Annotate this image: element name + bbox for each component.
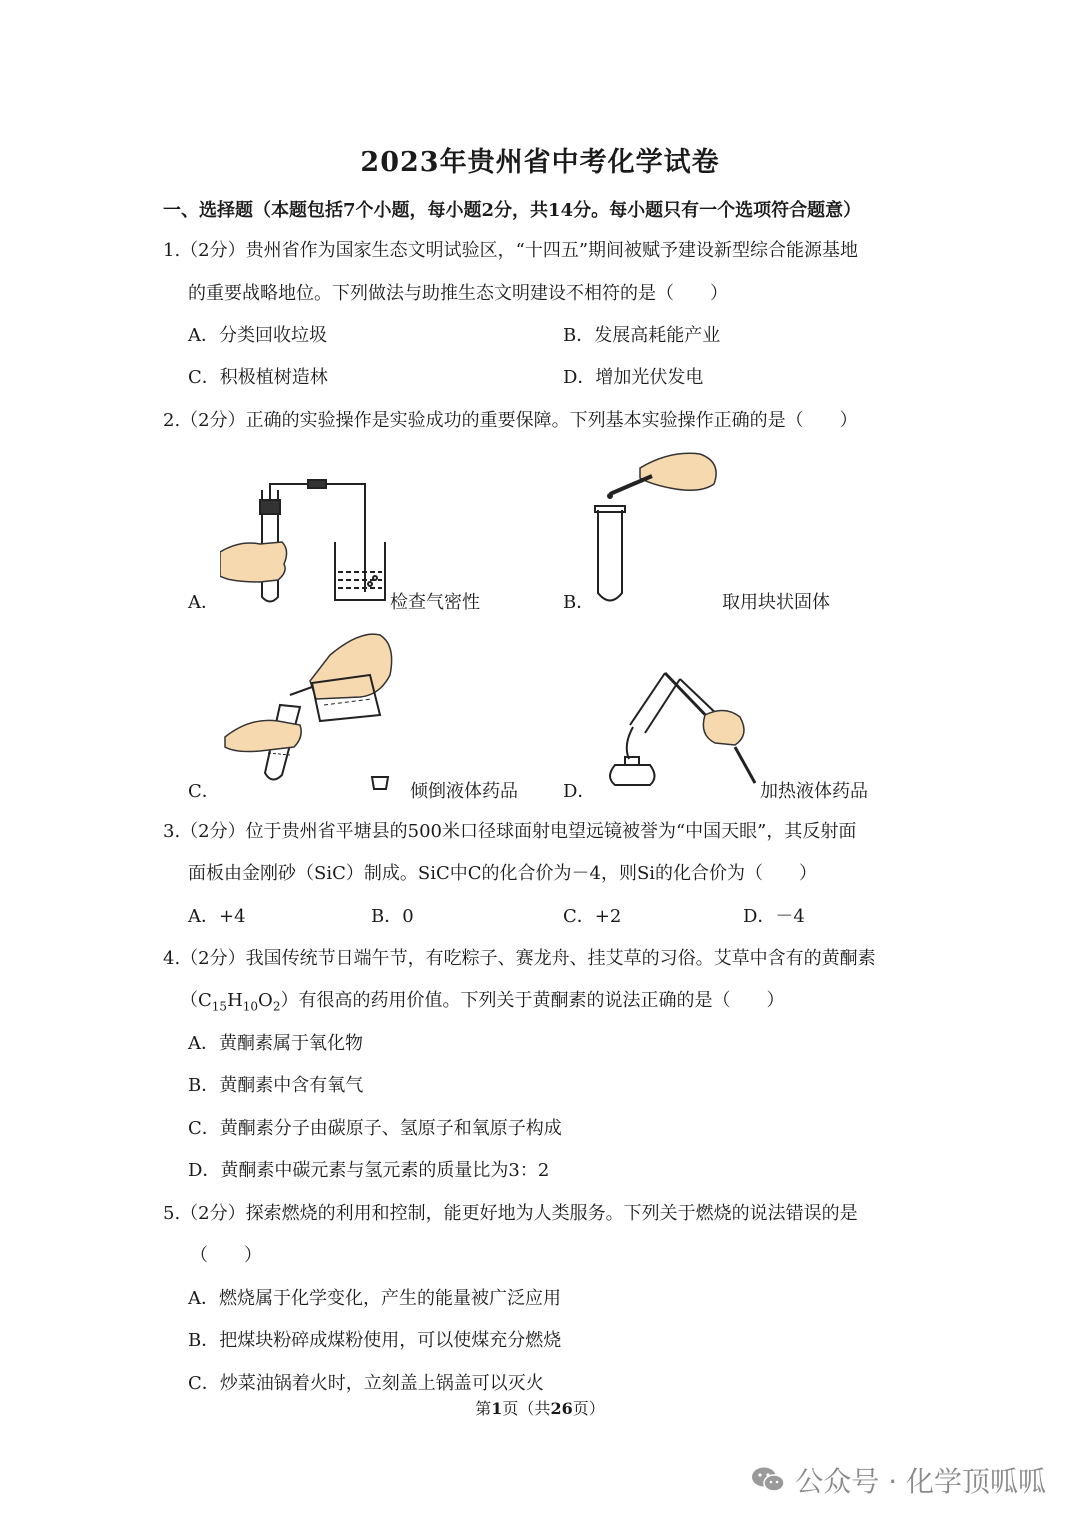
flame [627,727,633,759]
hand [310,634,392,699]
q2-stem: 2.（2分）正确的实验操作是实验成功的重要保障。下列基本实验操作正确的是（ ） [163,410,858,431]
q1-option-a: A．分类回收垃圾 [188,325,327,346]
q3-option-b: B．0 [371,906,414,927]
q4-option-b: B．黄酮素中含有氧气 [188,1075,364,1096]
figure-heating-liquid [595,665,760,795]
q5-stem-line1: 5.（2分）探索燃烧的利用和控制，能更好地为人类服务。下列关于燃烧的说法错误的是 [163,1203,858,1224]
q2-option-c-label: 倾倒液体药品 [410,781,518,802]
q1-stem-line2: 的重要战略地位。下列做法与助推生态文明建设不相符的是（ ） [188,283,728,304]
q5-option-a: A．燃烧属于化学变化，产生的能量被广泛应用 [188,1288,561,1309]
q2-option-a-label: 检查气密性 [390,592,480,613]
q3-option-d: D．－4 [743,906,805,927]
q4-stem-line2: $(C_{15}H_{10}O_2)$有很高的药用价值。下列关于黄酮素的说法正确的是（ ） [180,990,785,1014]
q5-stem-line2: （ ） [190,1245,262,1266]
q5-option-c: C．炒菜油锅着火时，立刻盖上锅盖可以灭火 [188,1373,544,1394]
hand [703,710,744,745]
watermark-text: 公众号 · 化学顶呱呱 [795,1465,1046,1498]
hand [225,720,301,751]
q4-option-d: D．黄酮素中碳元素与氢元素的质量比为3：2 [188,1160,550,1181]
q5-option-b: B．把煤块粉碎成煤粉使用，可以使煤充分燃烧 [188,1330,562,1351]
page-title: 2023年贵州省中考化学试卷 [360,147,720,178]
q2-option-c-letter: C． [188,781,220,802]
q4-option-a: A．黄酮素属于氧化物 [188,1033,363,1054]
figure-airtightness-check [220,472,390,607]
q2-option-a-letter: A． [188,592,219,613]
alcohol-lamp [610,765,655,785]
q3-stem-line1: 3.（2分）位于贵州省平塘县的500米口径球面射电望远镜被誉为“中国天眼”，其反射面 [163,821,857,842]
hand [640,453,716,490]
q4-option-c: C．黄酮素分子由碳原子、氢原子和氧原子构成 [188,1118,562,1139]
wechat-icon [751,1466,785,1494]
q3-stem-line2: 面板由金刚砂（SiC）制成。SiC中C的化合价为－4，则Si的化合价为（ ） [188,863,818,884]
watermark [751,1460,1046,1500]
q2-option-b-label: 取用块状固体 [722,592,830,613]
q4-stem-line1: 4.（2分）我国传统节日端午节，有吃粽子、赛龙舟、挂艾草的习俗。艾草中含有的黄酮素 [163,948,876,969]
q1-option-c: C．积极植树造林 [188,367,328,388]
figure-taking-solid [590,448,730,608]
q1-stem-line1: 1.（2分）贵州省作为国家生态文明试验区，“十四五”期间被赋予建设新型综合能源基地 [163,240,859,261]
figure-pouring-liquid [220,625,400,795]
q1-option-d: D．增加光伏发电 [563,367,704,388]
page-footer: 第1页（共26页） [475,1399,605,1418]
q2-option-b-letter: B． [563,592,595,613]
test-tube [598,510,622,601]
q2-option-d-label: 加热液体药品 [760,781,868,802]
q3-option-c: C．+2 [563,906,622,927]
q1-option-b: B．发展高耗能产业 [563,325,721,346]
q2-option-d-letter: D． [563,781,596,802]
hand [220,542,287,582]
section-heading: 一、选择题（本题包括7个小题，每小题2分，共14分。每小题只有一个选项符合题意） [163,200,862,221]
bottle-stopper [372,777,388,789]
q3-option-a: A．+4 [188,906,246,927]
